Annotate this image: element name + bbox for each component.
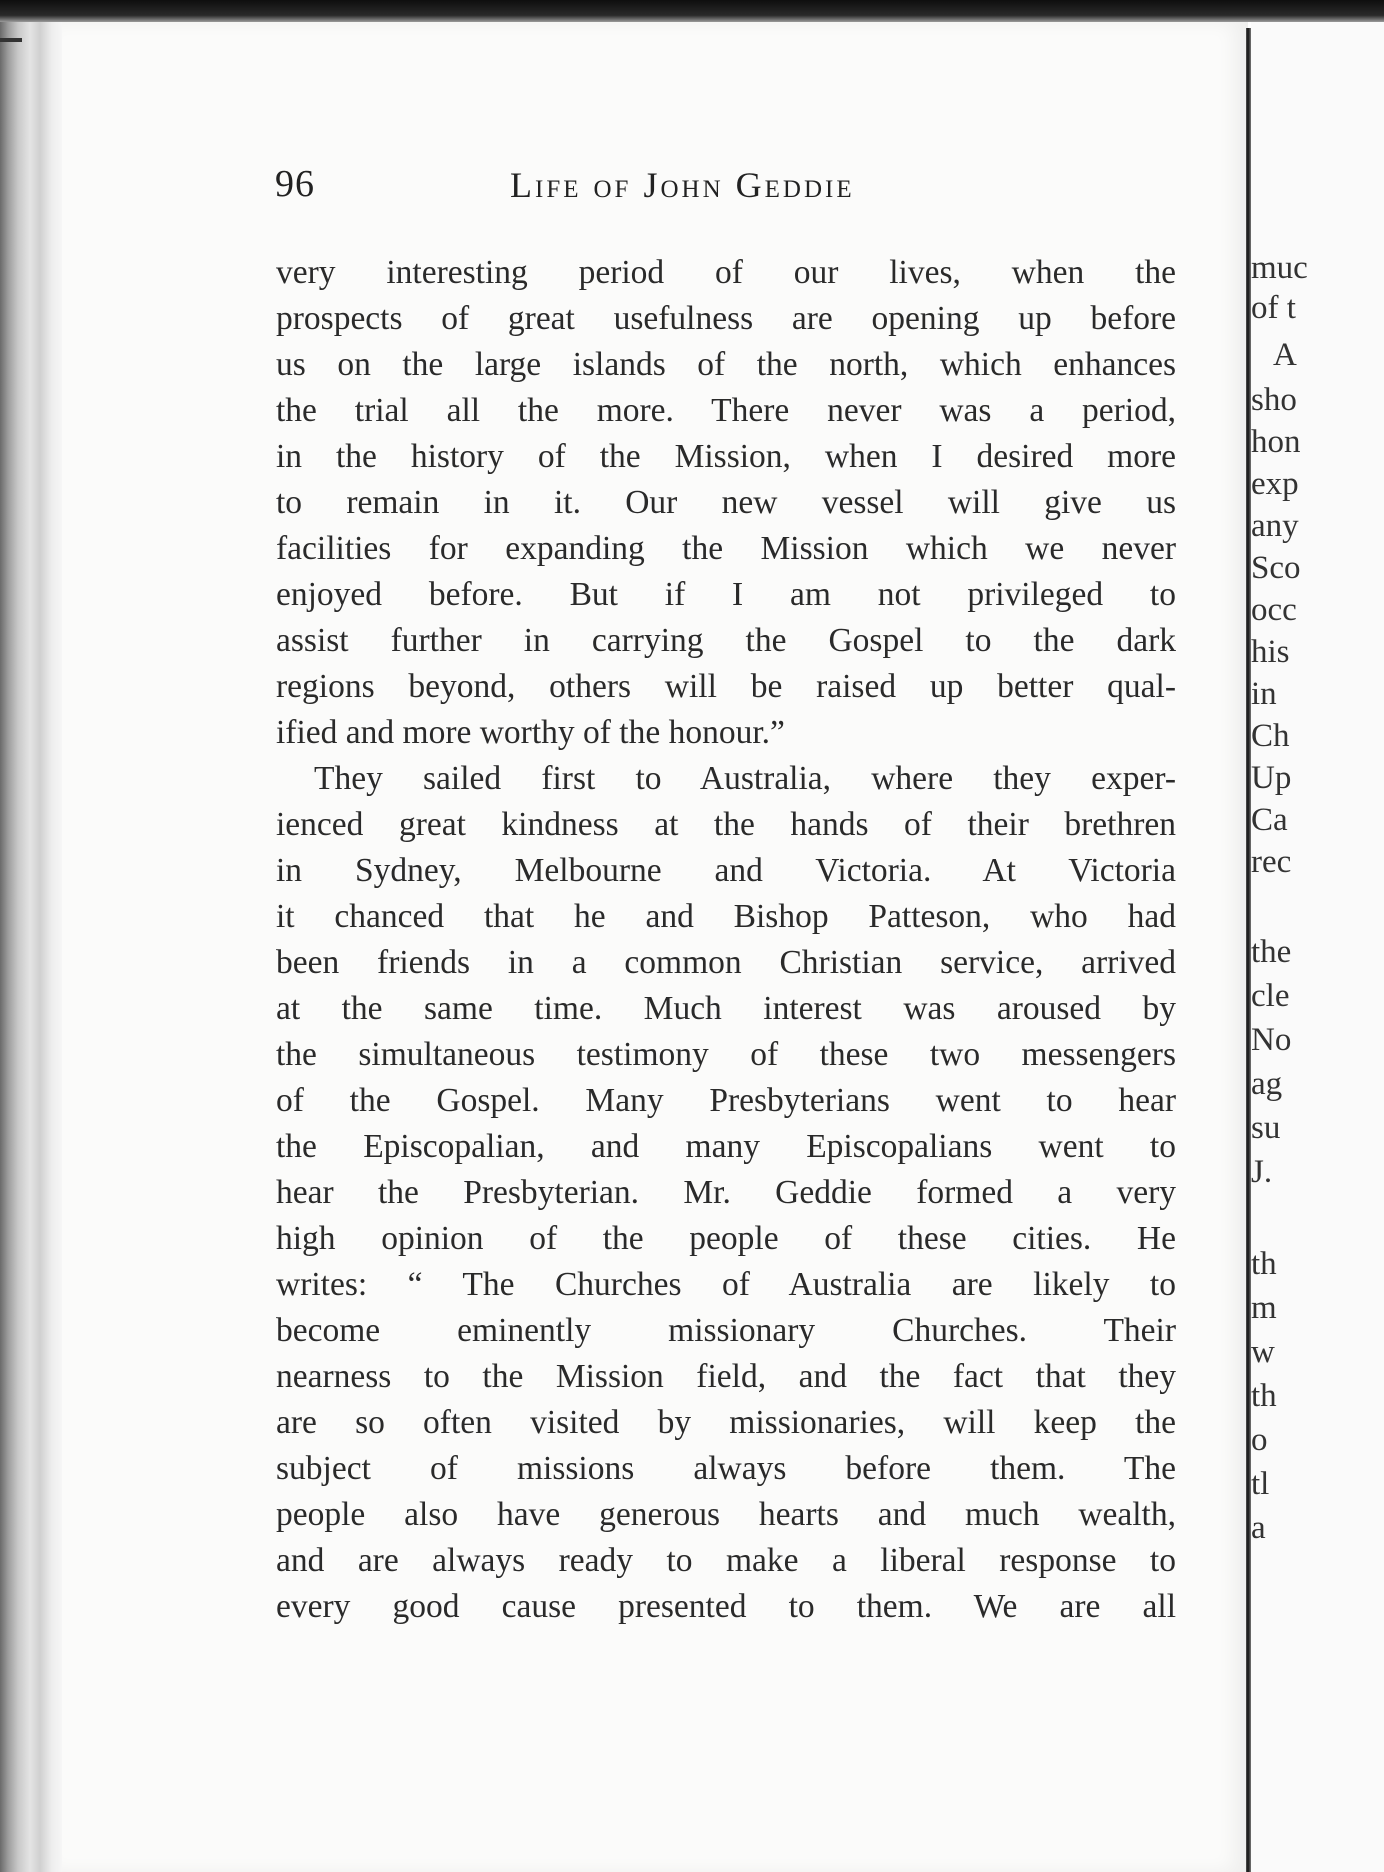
- facing-text-fragment: exp: [1251, 466, 1299, 502]
- left-binding-edge: [0, 22, 62, 1872]
- text-line: it chanced that he and Bishop Patteson, who had: [276, 898, 1176, 935]
- facing-text-fragment: No: [1251, 1022, 1292, 1058]
- text-line: to remain in it. Our new vessel will give us: [276, 484, 1176, 521]
- text-line: high opinion of the people of these cities. He: [276, 1220, 1176, 1257]
- facing-text-fragment: w: [1251, 1334, 1275, 1370]
- text-line: enjoyed before. But if I am not privileged to: [276, 576, 1176, 613]
- body-text: [276, 250, 1176, 1630]
- text-line: of the Gospel. Many Presbyterians went to hear: [276, 1082, 1176, 1119]
- facing-text-fragment: in: [1251, 676, 1277, 712]
- facing-text-fragment: hon: [1251, 424, 1301, 460]
- facing-text-fragment: of t: [1251, 290, 1296, 326]
- facing-page: [1251, 22, 1384, 1872]
- binding-mark: [0, 38, 22, 42]
- facing-text-fragment: cle: [1251, 978, 1290, 1014]
- text-line: and are always ready to make a liberal response to: [276, 1542, 1176, 1579]
- text-line: regions beyond, others will be raised up better qual-: [276, 668, 1176, 705]
- paragraph-start-line: They sailed first to Australia, where they exper-: [314, 760, 1176, 797]
- text-line: us on the large islands of the north, which enhances: [276, 346, 1176, 383]
- text-line: nearness to the Mission field, and the fact that they: [276, 1358, 1176, 1395]
- facing-text-fragment: rec: [1251, 844, 1292, 880]
- text-line: facilities for expanding the Mission which we never: [276, 530, 1176, 567]
- facing-text-fragment: his: [1251, 634, 1290, 670]
- text-line: in Sydney, Melbourne and Victoria. At Victoria: [276, 852, 1176, 889]
- facing-text-fragment: Sco: [1251, 550, 1301, 586]
- facing-text-fragment: the: [1251, 934, 1292, 970]
- text-line: the trial all the more. There never was a period,: [276, 392, 1176, 429]
- facing-text-fragment: th: [1251, 1246, 1277, 1282]
- text-line: very interesting period of our lives, when the: [276, 254, 1176, 291]
- text-line: become eminently missionary Churches. Their: [276, 1312, 1176, 1349]
- text-line: in the history of the Mission, when I desired more: [276, 438, 1176, 475]
- facing-text-fragment: o: [1251, 1422, 1268, 1458]
- running-title: Life of John Geddie: [510, 165, 855, 205]
- text-line: every good cause presented to them. We are all: [276, 1588, 1176, 1625]
- text-line: been friends in a common Christian service, arrived: [276, 944, 1176, 981]
- facing-text-fragment: Ch: [1251, 718, 1290, 754]
- text-line: people also have generous hearts and much wealth,: [276, 1496, 1176, 1533]
- facing-text-fragment: Up: [1251, 760, 1292, 796]
- paragraph-end-line: ified and more worthy of the honour.”: [276, 714, 785, 751]
- text-line: writes: “ The Churches of Australia are likely to: [276, 1266, 1176, 1303]
- facing-text-fragment: ag: [1251, 1066, 1283, 1102]
- page-number: 96: [275, 163, 315, 205]
- text-line: hear the Presbyterian. Mr. Geddie formed a very: [276, 1174, 1176, 1211]
- facing-text-fragment: th: [1251, 1378, 1277, 1414]
- facing-text-fragment: any: [1251, 508, 1299, 544]
- text-line: subject of missions always before them. The: [276, 1450, 1176, 1487]
- facing-text-fragment: A: [1273, 337, 1297, 373]
- scan-top-edge: [0, 0, 1384, 22]
- facing-text-fragment: sho: [1251, 382, 1297, 418]
- text-line: the simultaneous testimony of these two messengers: [276, 1036, 1176, 1073]
- text-line: are so often visited by missionaries, will keep the: [276, 1404, 1176, 1441]
- facing-text-fragment: muc: [1251, 250, 1308, 286]
- text-line: the Episcopalian, and many Episcopalians went to: [276, 1128, 1176, 1165]
- text-line: assist further in carrying the Gospel to the dark: [276, 622, 1176, 659]
- text-line: prospects of great usefulness are opening up before: [276, 300, 1176, 337]
- facing-text-fragment: m: [1251, 1290, 1277, 1326]
- text-line: ienced great kindness at the hands of their brethren: [276, 806, 1176, 843]
- facing-text-fragment: J.: [1251, 1154, 1273, 1190]
- facing-text-fragment: tl: [1251, 1466, 1270, 1502]
- text-line: at the same time. Much interest was aroused by: [276, 990, 1176, 1027]
- facing-text-fragment: a: [1251, 1510, 1266, 1546]
- facing-text-fragment: Ca: [1251, 802, 1288, 838]
- facing-text-fragment: occ: [1251, 592, 1297, 628]
- facing-text-fragment: su: [1251, 1110, 1281, 1146]
